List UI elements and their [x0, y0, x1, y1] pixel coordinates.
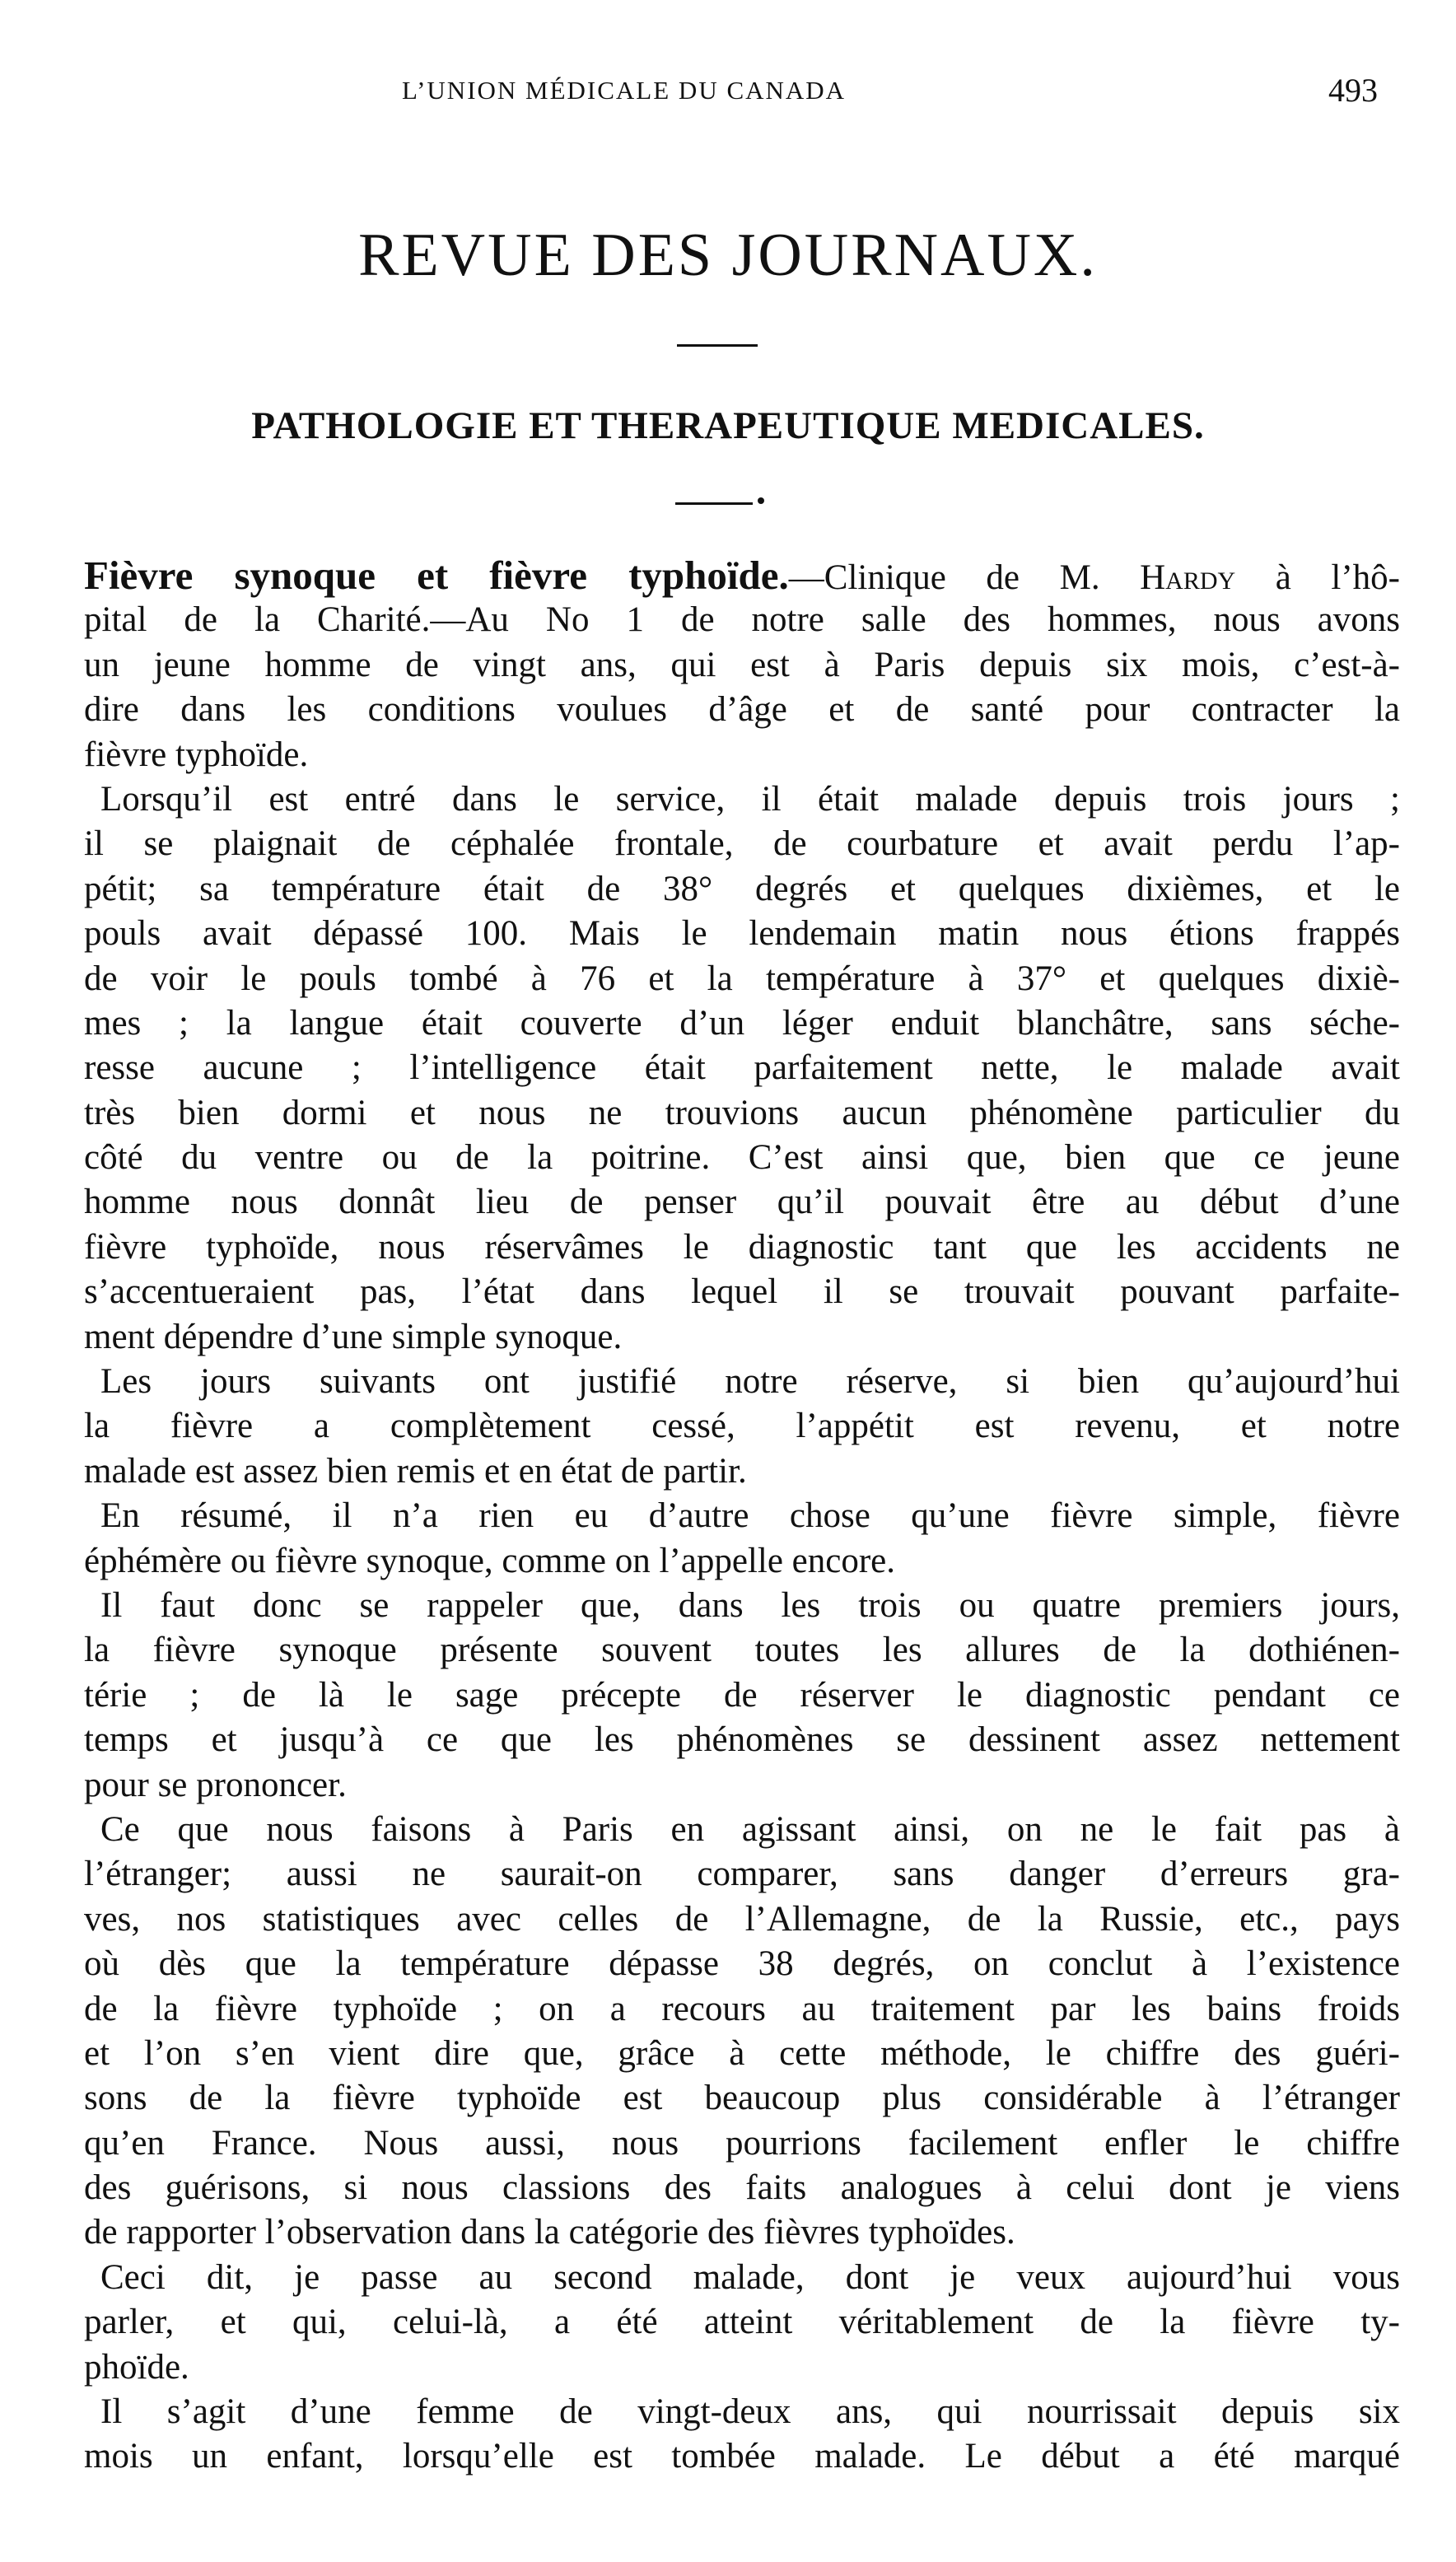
page-number: 493 [1328, 72, 1378, 109]
article-lead-tail: à l’hô- [1235, 558, 1400, 597]
text-line: En résumé, il n’a rien eu d’autre chose qu’une fièvre simple, fièvre [100, 1496, 1400, 1536]
text-line: qu’en France. Nous aussi, nous pourrions facilement enfler le chiffre [84, 2123, 1400, 2163]
title-rule [677, 344, 758, 347]
text-line: Lorsqu’il est entré dans le service, il était malade depuis trois jours ; [100, 779, 1400, 819]
text-line: la fièvre synoque présente souvent toutes les allures de la dothiénen- [84, 1631, 1400, 1670]
text-line: la fièvre a complètement cessé, l’appétit est revenu, et notre [84, 1407, 1400, 1446]
text-line: mois un enfant, lorsqu’elle est tombée malade. Le début a été marqué [84, 2437, 1400, 2476]
text-line: parler, et qui, celui-là, a été atteint véritablement de la fièvre ty- [84, 2303, 1400, 2342]
article-lead-line [84, 553, 1400, 598]
text-line: de rapporter l’observation dans la catégorie des fièvres typhoïdes. [84, 2213, 1015, 2252]
text-line: mes ; la langue était couverte d’un léger enduit blanchâtre, sans séche- [84, 1003, 1400, 1043]
text-line: térie ; de là le sage précepte de réserver le diagnostic pendant ce [84, 1675, 1400, 1715]
article-body [84, 553, 1400, 2480]
article-author: Hardy [1140, 558, 1236, 597]
text-line: pour se prononcer. [84, 1765, 347, 1804]
text-line: dire dans les conditions voulues d’âge et de santé pour contracter la [84, 690, 1400, 730]
text-line: phoïde. [84, 2347, 189, 2387]
text-line: Les jours suivants ont justifié notre réserve, si bien qu’aujourd’hui [100, 1362, 1400, 1402]
text-line: s’accentueraient pas, l’état dans lequel il se trouvait pouvant parfaite- [84, 1272, 1400, 1312]
text-line: ment dépendre d’une simple synoque. [84, 1317, 623, 1356]
text-line: où dès que la température dépasse 38 degrés, on conclut à l’existence [84, 1944, 1400, 1984]
page-title: REVUE DES JOURNAUX. [358, 222, 1098, 289]
text-line: fièvre typhoïde, nous réservâmes le diagnostic tant que les accidents ne [84, 1227, 1400, 1267]
text-line: Ceci dit, je passe au second malade, dont je veux aujourd’hui vous [100, 2257, 1400, 2297]
section-title: PATHOLOGIE ET THERAPEUTIQUE MEDICALES. [251, 404, 1205, 447]
text-line: un jeune homme de vingt ans, qui est à Paris depuis six mois, c’est-à- [84, 645, 1400, 684]
text-line: de voir le pouls tombé à 76 et la température à 37° et quelques dixiè- [84, 959, 1400, 998]
article-lead-title: Fièvre synoque et fièvre typhoïde. [84, 553, 789, 598]
article-lead-rest: —Clinique de M. [788, 558, 1141, 597]
text-line: temps et jusqu’à ce que les phénomènes se dessinent assez nettement [84, 1720, 1400, 1760]
text-line: côté du ventre ou de la poitrine. C’est ainsi que, bien que ce jeune [84, 1138, 1400, 1178]
text-line: Il s’agit d’une femme de vingt-deux ans, qui nourrissait depuis six [100, 2392, 1400, 2432]
text-line: et l’on s’en vient dire que, grâce à cette méthode, le chiffre des guéri- [84, 2033, 1400, 2073]
running-title: L’UNION MÉDICALE DU CANADA [402, 76, 847, 105]
text-line: très bien dormi et nous ne trouvions aucun phénomène particulier du [84, 1093, 1400, 1132]
text-line: pouls avait dépassé 100. Mais le lendemain matin nous étions frappés [84, 914, 1400, 954]
text-line: ves, nos statistiques avec celles de l’Allemagne, de la Russie, etc., pays [84, 1899, 1400, 1939]
text-line: il se plaignait de céphalée frontale, de courbature et avait perdu l’ap- [84, 824, 1400, 864]
text-line: de la fièvre typhoïde ; on a recours au traitement par les bains froids [84, 1989, 1400, 2028]
text-line: pétit; sa température était de 38° degrés et quelques dixièmes, et le [84, 869, 1400, 908]
section-rule [675, 502, 753, 505]
text-line: resse aucune ; l’intelligence était parfaitement nette, le malade avait [84, 1048, 1400, 1088]
text-line: Il faut donc se rappeler que, dans les trois ou quatre premiers jours, [100, 1585, 1400, 1625]
text-line: des guérisons, si nous classions des faits analogues à celui dont je viens [84, 2168, 1400, 2208]
section-rule-dot [758, 497, 764, 504]
text-line: malade est assez bien remis et en état de partir. [84, 1451, 747, 1491]
text-line: fièvre typhoïde. [84, 735, 309, 774]
text-line: sons de la fièvre typhoïde est beaucoup plus considérable à l’étranger [84, 2079, 1400, 2118]
text-line: éphémère ou fièvre synoque, comme on l’appelle encore. [84, 1541, 895, 1580]
text-line: homme nous donnât lieu de penser qu’il pouvait être au début d’une [84, 1183, 1400, 1222]
text-line: l’étranger; aussi ne saurait-on comparer, sans danger d’erreurs gra- [84, 1855, 1400, 1894]
text-line: pital de la Charité.—Au No 1 de notre salle des hommes, nous avons [84, 600, 1400, 640]
running-head [0, 72, 1456, 109]
text-line: Ce que nous faisons à Paris en agissant ainsi, on ne le fait pas à [100, 1809, 1400, 1849]
